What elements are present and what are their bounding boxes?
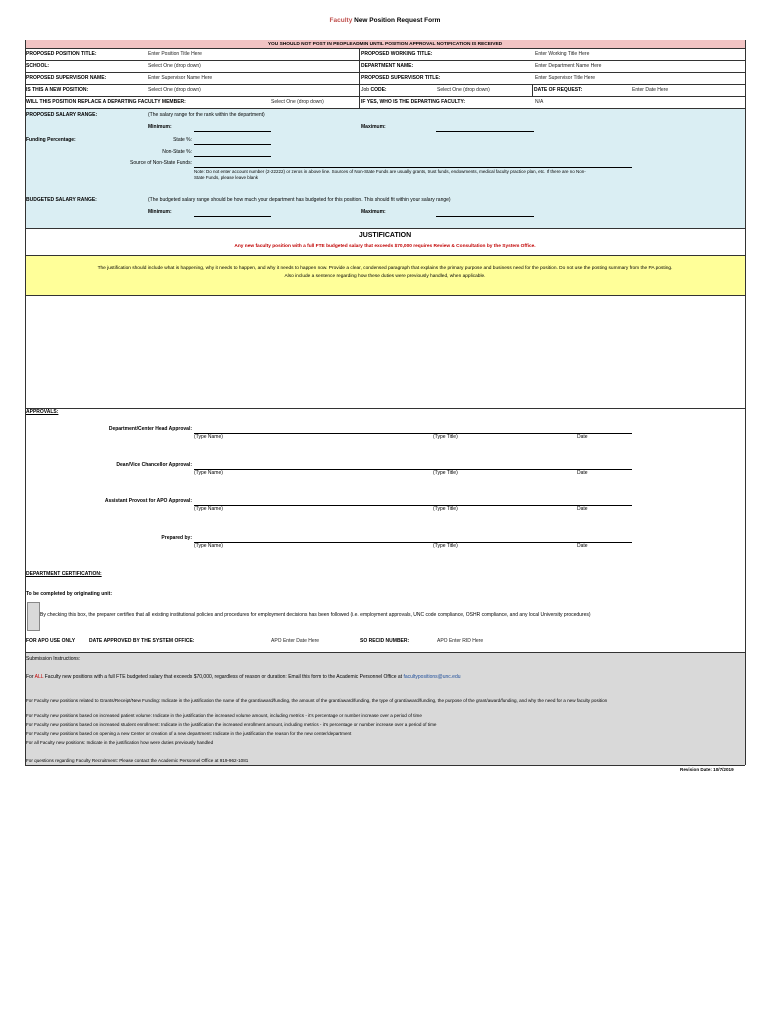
certification-text: By checking this box, the preparer certifies that all existing institutional policies and procedures for employment decisions has been followed (i.e. employment approvals, UNC code compliance, OSHR compliance, and any local University procedures) xyxy=(40,612,591,618)
budgeted-min-input[interactable] xyxy=(194,216,271,217)
prepared-type-name: (Type Name) xyxy=(194,543,223,549)
prepared-by-line[interactable] xyxy=(194,542,632,543)
job-code-select[interactable]: Select One (drop down) xyxy=(437,87,490,93)
replace-label: WILL THIS POSITION REPLACE A DEPARTING FACULTY MEMBER: xyxy=(26,99,186,105)
prepared-date: Date xyxy=(577,543,588,549)
approval-dean-type-name: (Type Name) xyxy=(194,470,223,476)
salary-min-input[interactable] xyxy=(194,131,271,132)
department-label: DEPARTMENT NAME: xyxy=(361,63,414,69)
approval-dept-type-name: (Type Name) xyxy=(194,434,223,440)
approval-dean-date: Date xyxy=(577,470,588,476)
state-label: State %: xyxy=(173,137,192,143)
approvals-label: APPROVALS: xyxy=(26,409,59,415)
justification-heading: JUSTIFICATION xyxy=(358,232,412,239)
date-request-label: DATE OF REQUEST: xyxy=(534,87,583,93)
approval-apo-date: Date xyxy=(577,506,588,512)
apo-only-label: FOR APO USE ONLY xyxy=(26,638,76,644)
source-input[interactable] xyxy=(194,167,632,168)
apo-date-label: DATE APPROVED BY THE SYSTEM OFFICE: xyxy=(89,638,195,644)
new-position-label: IS THIS A NEW POSITION: xyxy=(26,87,89,93)
submission-student: For Faculty new positions based on increased student enrollment: Indicate in the justification the increased enrollment amount, including metrics - it's percentage or number increase over a period of time xyxy=(26,722,437,727)
submission-section xyxy=(26,653,745,765)
certification-checkbox[interactable] xyxy=(27,602,40,631)
source-label: Source of Non-State Funds: xyxy=(130,160,192,166)
departing-label: IF YES, WHO IS THE DEPARTING FACULTY: xyxy=(361,99,466,105)
departing-field[interactable]: N/A xyxy=(535,99,544,105)
submission-all-word: ALL xyxy=(34,674,44,680)
submission-all-prefix: For xyxy=(26,674,35,680)
salary-note: (The salary range for the rank within the department) xyxy=(148,112,265,118)
page-title xyxy=(0,16,770,25)
submission-patient: For Faculty new positions based on increased patient volume: Indicate in the justification the increased volume amount, including metrics - it's percentage or number increase over a period of time xyxy=(26,713,422,718)
apo-recid-label: SO RECID NUMBER: xyxy=(360,638,410,644)
submission-email-link[interactable]: facultypositions@unc.edu xyxy=(403,674,461,680)
approval-dean-line[interactable] xyxy=(194,469,632,470)
funding-label: Funding Percentage: xyxy=(26,137,76,143)
submission-grant: For Faculty new positions related to Grants/Receipt/New Funding: Indicate in the justification the name of the grant/award/funding, the amount of the grant/award/funding, the type of grant/award/funding, the purpose of the grant/award/funding, and why the need for a new faculty position xyxy=(26,698,608,703)
submission-questions: For questions regarding Faculty Recruitment: Please contact the Academic Personnel Office at 919-962-1081 xyxy=(26,758,249,763)
approval-dean-type-title: (Type Title) xyxy=(433,470,458,476)
submission-center: For Faculty new positions based on opening a new Center or creation of a new department: Indicate in the justification the reason for the new center/department xyxy=(26,731,352,736)
supervisor-name-label: PROPOSED SUPERVISOR NAME: xyxy=(26,75,107,81)
budgeted-max-label: Maximum: xyxy=(361,209,386,215)
salary-max-label: Maximum: xyxy=(361,124,386,130)
supervisor-title-field[interactable]: Enter Supervisor Title Here xyxy=(535,75,596,81)
submission-heading: Submission Instructions: xyxy=(26,656,81,662)
certification-label: DEPARTMENT CERTIFICATION: xyxy=(26,571,102,577)
revision-date: Revision Date: 10/7/2019 xyxy=(680,767,734,772)
source-note-2: State Funds, please leave blank xyxy=(194,175,259,180)
approval-apo-type-name: (Type Name) xyxy=(194,506,223,512)
apo-date-field[interactable]: APO Enter Date Here xyxy=(271,638,320,644)
job-code-suffix: CODE: xyxy=(369,87,387,93)
working-title-label: PROPOSED WORKING TITLE: xyxy=(361,51,433,57)
new-position-select[interactable]: Select One (drop down) xyxy=(148,87,201,93)
supervisor-name-field[interactable]: Enter Supervisor Name Here xyxy=(148,75,213,81)
budgeted-max-input[interactable] xyxy=(436,216,534,217)
banner-text: YOU SHOULD NOT POST IN PEOPLEADMIN UNTIL POSITION APPROVAL NOTIFICATION IS RECEIVED xyxy=(267,41,503,47)
apo-recid-field[interactable]: APO Enter RID Here xyxy=(437,638,484,644)
title-rest: New Position Request Form xyxy=(352,17,441,24)
approval-dept-type-title: (Type Title) xyxy=(433,434,458,440)
position-title-label: PROPOSED POSITION TITLE: xyxy=(26,51,97,57)
position-title-field[interactable]: Enter Position Title Here xyxy=(148,51,202,57)
school-select[interactable]: Select One (drop down) xyxy=(148,63,201,69)
state-input[interactable] xyxy=(194,144,271,145)
title-prefix: Faculty xyxy=(329,17,353,24)
justification-instructions-1: The justification should include what is happening, why it needs to happen, and why it needs to happen now. Provide a clear, condensed paragraph that explains the primary purpose and business need for the position. Do not use the posting summary from the PA posting. xyxy=(97,266,673,271)
justification-text-area[interactable] xyxy=(26,296,744,407)
working-title-field[interactable]: Enter Working Title Here xyxy=(535,51,590,57)
approval-dept-date: Date xyxy=(577,434,588,440)
budgeted-note: (The budgeted salary range should be how much your department has budgeted for this position. This should fit within your salary range) xyxy=(148,197,451,203)
approval-apo-type-title: (Type Title) xyxy=(433,506,458,512)
approval-dean-label: Dean/Vice Chancellor Approval: xyxy=(116,462,192,468)
justification-warning: Any new faculty position with a full FTE budgeted salary that exceeds $70,000 requires Review & Consultation by the System Office. xyxy=(234,244,536,249)
job-code-label xyxy=(361,87,387,94)
replace-select[interactable]: Select One (drop down) xyxy=(271,99,324,105)
salary-label: PROPOSED SALARY RANGE: xyxy=(26,112,98,118)
prepared-type-title: (Type Title) xyxy=(433,543,458,549)
approval-dept-label: Department/Center Head Approval: xyxy=(108,426,192,432)
justification-instructions-2: Also include a sentence regarding how these duties were previously handled, when applicable. xyxy=(284,274,486,279)
submission-all-text: Faculty new positions with a full FTE budgeted salary that exceeds $70,000, regardless of reason or duration: Email this form to the Academic Personnel Office at xyxy=(43,674,404,680)
certification-sub: To be completed by originating unit: xyxy=(26,591,113,597)
supervisor-title-label: PROPOSED SUPERVISOR TITLE: xyxy=(361,75,441,81)
salary-min-label: Minimum: xyxy=(148,124,172,130)
approval-dept-line[interactable] xyxy=(194,433,632,434)
source-note-1: Note: Do not enter account number (2-22222) or zeros in above line. Sources of Non-State Funds are usually grants, trust funds, endowments, medical faculty practice plan, etc. If there are no Non- xyxy=(194,169,586,174)
submission-all xyxy=(26,674,461,681)
date-request-field[interactable]: Enter Date Here xyxy=(632,87,669,93)
submission-all-new: For all Faculty new positions: Indicate in the justification how were duties previously handled xyxy=(26,740,214,745)
job-code-prefix: Job xyxy=(361,87,370,93)
school-label: SCHOOL: xyxy=(26,63,50,69)
nonstate-label: Non-State %: xyxy=(162,149,192,155)
nonstate-input[interactable] xyxy=(194,156,271,157)
budgeted-min-label: Minimum: xyxy=(148,209,172,215)
approval-apo-label: Assistant Provost for APO Approval: xyxy=(104,498,192,504)
salary-max-input[interactable] xyxy=(436,131,534,132)
approval-apo-line[interactable] xyxy=(194,505,632,506)
budgeted-label: BUDGETED SALARY RANGE: xyxy=(26,197,97,203)
prepared-by-label: Prepared by: xyxy=(161,535,192,541)
department-field[interactable]: Enter Department Name Here xyxy=(535,63,602,69)
